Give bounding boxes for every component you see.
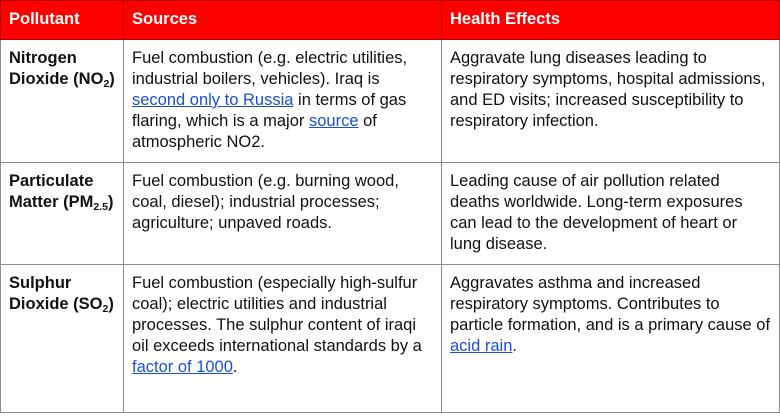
sources-text: Fuel combustion (e.g. electric utilities, industrial boilers, vehicles). Iraq is xyxy=(132,49,408,88)
sources-cell xyxy=(124,40,442,163)
pollutant-name-end: ) xyxy=(108,295,114,313)
pollutant-name-cell xyxy=(1,40,124,163)
pollutant-subscript: 2 xyxy=(102,303,109,315)
sources-text: . xyxy=(232,358,238,376)
sources-text: in terms of gas flaring, which is a major xyxy=(132,91,407,130)
health-effects-cell: Aggravate lung diseases leading to respiratory symptoms, hospital admissions, and ED visits; increased susceptibility to respiratory infection. xyxy=(442,40,780,163)
factor-of-1000-link[interactable]: factor of 1000 xyxy=(132,358,233,376)
header-pollutant: Pollutant xyxy=(1,1,124,40)
health-effects-cell xyxy=(442,265,780,413)
pollutant-name: Sulphur Dioxide (SO xyxy=(9,274,103,313)
header-row xyxy=(1,1,780,40)
second-only-to-russia-link[interactable]: second only to Russia xyxy=(132,91,294,109)
header-sources: Sources xyxy=(124,1,442,40)
table-row xyxy=(1,40,780,163)
pollutant-name-end: ) xyxy=(107,193,114,211)
sources-text: Fuel combustion (especially high-sulfur coal); electric utilities and industrial processes. The sulphur content of iraqi oil exceeds international standards by a xyxy=(132,274,422,355)
table-row xyxy=(1,163,780,265)
pollutant-name: Particulate Matter (PM xyxy=(9,172,94,211)
sources-text: Fuel combustion (e.g. burning wood, coal, diesel); industrial processes; agriculture; unpaved roads. xyxy=(132,172,399,232)
pollutant-name-cell xyxy=(1,163,124,265)
pollutant-subscript: 2.5 xyxy=(93,201,108,213)
header-health-effects: Health Effects xyxy=(442,1,780,40)
health-effects-cell: Leading cause of air pollution related deaths worldwide. Long-term exposures can lead to the development of heart or lung disease. xyxy=(442,163,780,265)
acid-rain-link[interactable]: acid rain xyxy=(450,337,513,355)
source-link[interactable]: source xyxy=(308,112,359,130)
table-row xyxy=(1,265,780,413)
pollutant-name-cell xyxy=(1,265,124,413)
pollutant-name-end: ) xyxy=(109,70,115,88)
pollutant-name: Nitrogen Dioxide (NO xyxy=(9,49,104,88)
sources-cell xyxy=(124,265,442,413)
health-effects-text: . xyxy=(512,337,517,355)
sources-cell xyxy=(124,163,442,265)
sources-text: of atmospheric NO2. xyxy=(132,112,377,151)
health-effects-text: Aggravates asthma and increased respiratory symptoms. Contributes to particle formation, and is a primary cause of xyxy=(450,274,771,334)
pollutant-subscript: 2 xyxy=(103,78,110,90)
